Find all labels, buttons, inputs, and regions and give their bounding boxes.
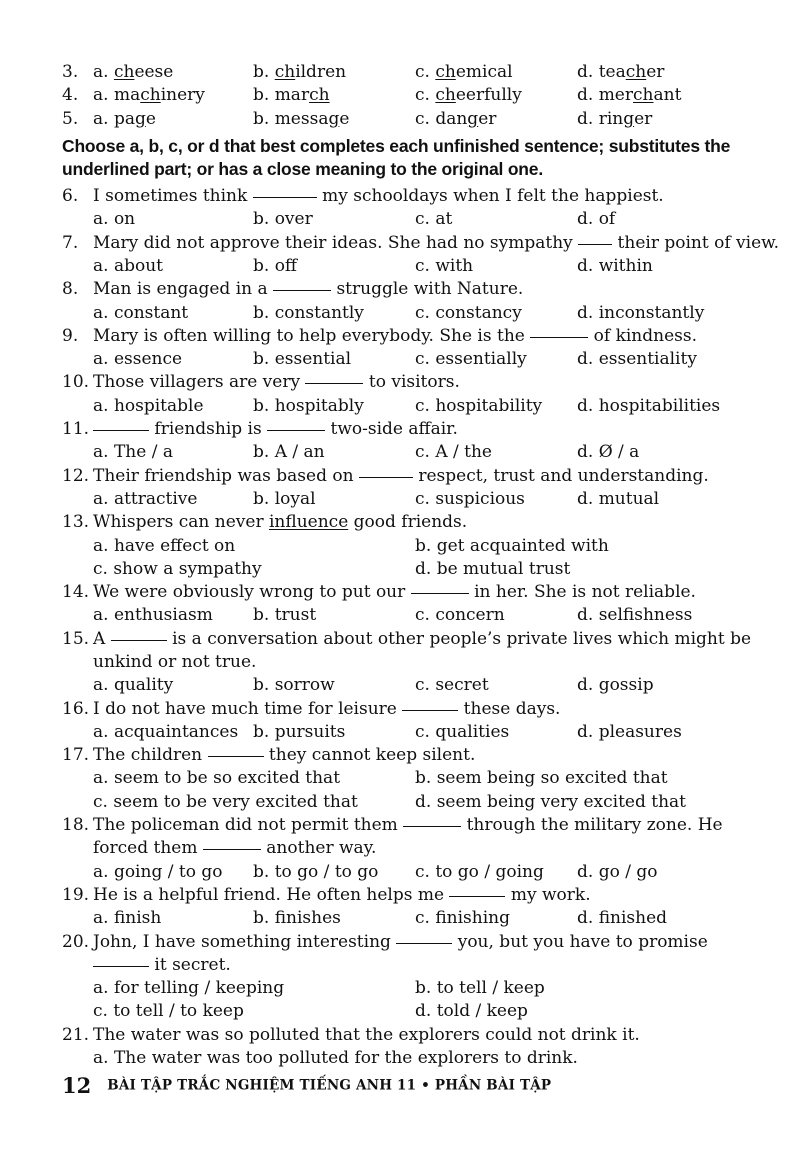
underlined-letters: ch (113, 62, 135, 82)
option-c[interactable]: c. with (415, 256, 474, 276)
question-stem-continued (62, 651, 744, 674)
option-d[interactable] (577, 61, 664, 84)
option-d[interactable]: d. go / go (577, 862, 658, 882)
question-number: 11. (62, 419, 90, 439)
options-row (62, 441, 744, 464)
question-stem (62, 814, 744, 837)
option-d[interactable]: d. gossip (577, 675, 654, 695)
option-a[interactable]: a. about (93, 256, 163, 276)
answer-blank (403, 825, 461, 827)
option-b[interactable]: b. trust (253, 605, 317, 625)
options-row (62, 791, 744, 814)
question-stem (62, 185, 744, 208)
option-text: emical (455, 62, 513, 82)
question-stem-continued (62, 954, 744, 977)
options-row (62, 1000, 744, 1023)
stem-text: I do not have much time for leisure (93, 699, 403, 719)
question-number: 7. (62, 233, 79, 253)
stem-text: in her. She is not reliable. (468, 582, 696, 602)
option-text: eese (134, 62, 174, 82)
question-stem (62, 325, 744, 348)
option-c[interactable]: c. suspicious (415, 489, 525, 509)
option-b[interactable]: b. A / an (253, 442, 325, 462)
options-row (62, 1047, 744, 1070)
option-c[interactable]: c. concern (415, 605, 505, 625)
question-number: 9. (62, 326, 79, 346)
pronunciation-row (62, 108, 744, 131)
option-c[interactable]: c. finishing (415, 908, 510, 928)
option-b[interactable]: b. off (253, 256, 298, 276)
option-a[interactable]: a. attractive (93, 489, 198, 509)
option-text: er (478, 109, 497, 129)
options-row (62, 558, 744, 581)
question-stem (62, 931, 744, 954)
stem-continued (93, 955, 231, 975)
answer-blank (359, 476, 413, 478)
question-stem (62, 744, 744, 767)
option-text: d. tea (577, 62, 626, 82)
option-b[interactable]: b. seem being so excited that (415, 768, 668, 788)
option-b[interactable]: b. sorrow (253, 675, 335, 695)
stem-text: Whispers can never (93, 512, 269, 532)
options-row (62, 721, 744, 744)
option-d[interactable]: d. seem being very excited that (415, 792, 687, 812)
option-c[interactable]: c. A / the (415, 442, 492, 462)
book-title: BÀI TẬP TRẮC NGHIỆM TIẾNG ANH 11 • PHẦN BÀI TẬP (107, 1077, 552, 1094)
option-a[interactable]: a. quality (93, 675, 174, 695)
underlined-letters: g (467, 109, 479, 129)
options-row (62, 302, 744, 325)
options-row (62, 255, 744, 278)
question-stem (62, 465, 744, 488)
answer-blank (396, 942, 452, 944)
option-c[interactable]: c. to tell / to keep (93, 1001, 244, 1021)
option-a[interactable]: a. enthusiasm (93, 605, 213, 625)
option-a[interactable] (93, 108, 156, 131)
option-text: d. rin (577, 109, 624, 129)
option-text: e (339, 109, 350, 129)
option-text: b. mar (253, 85, 310, 105)
option-a[interactable]: a. essence (93, 349, 183, 369)
options-row (62, 861, 744, 884)
stem-text: good friends. (348, 512, 468, 532)
stem-text: of kindness. (588, 326, 697, 346)
option-c[interactable]: c. to go / going (415, 862, 544, 882)
option-a[interactable]: a. have effect on (93, 536, 236, 556)
option-a[interactable]: a. going / to go (93, 862, 223, 882)
options-row (62, 907, 744, 930)
answer-blank (93, 965, 149, 967)
option-d[interactable] (577, 108, 652, 131)
option-text: inery (160, 85, 205, 105)
option-b[interactable] (253, 84, 330, 107)
question-number: 8. (62, 279, 79, 299)
stem-text: it secret. (149, 955, 231, 975)
stem-continued (93, 838, 376, 858)
underlined-word: influence (269, 512, 349, 532)
question-stem (62, 698, 744, 721)
options-row (62, 395, 744, 418)
stem-text: struggle with Nature. (331, 279, 524, 299)
stem-text: forced them (93, 838, 203, 858)
question-number: 17. (62, 745, 90, 765)
stem-text: friendship is (149, 419, 268, 439)
underlined-letters: g (134, 109, 146, 129)
option-b[interactable]: b. to go / to go (253, 862, 379, 882)
stem-text: The children (93, 745, 208, 765)
option-d[interactable] (577, 84, 681, 107)
options-row (62, 767, 744, 790)
page-number: 12 (62, 1072, 92, 1098)
options-row (62, 604, 744, 627)
options-row (62, 488, 744, 511)
option-d[interactable]: d. be mutual trust (415, 559, 571, 579)
option-c[interactable]: c. qualities (415, 722, 510, 742)
underlined-letters: g (328, 109, 340, 129)
option-d[interactable]: d. selfishness (577, 605, 693, 625)
question-number: 5. (62, 109, 79, 129)
question-stem (62, 581, 744, 604)
question-number: 4. (62, 85, 79, 105)
option-c[interactable]: c. secret (415, 675, 489, 695)
question-number: 13. (62, 512, 90, 532)
answer-blank (267, 429, 325, 431)
option-d[interactable]: d. pleasures (577, 722, 682, 742)
option-text: ant (653, 85, 682, 105)
option-c[interactable]: c. hospitability (415, 396, 543, 416)
option-text: er (634, 109, 653, 129)
option-a[interactable]: a. acquaintances (93, 722, 239, 742)
option-d[interactable]: d. told / keep (415, 1001, 528, 1021)
question-stem-continued (62, 837, 744, 860)
question-stem (62, 371, 744, 394)
answer-blank (402, 709, 458, 711)
option-b[interactable]: b. loyal (253, 489, 316, 509)
option-text: eerfully (455, 85, 522, 105)
options-row (62, 348, 744, 371)
answer-blank (208, 755, 264, 757)
stem-text: Those villagers are very (93, 372, 306, 392)
question-number: 19. (62, 885, 90, 905)
option-d[interactable]: d. hospitabilities (577, 396, 721, 416)
pronunciation-row (62, 61, 744, 84)
option-c[interactable]: c. seem to be very excited that (93, 792, 358, 812)
question-number: 14. (62, 582, 90, 602)
answer-blank (253, 196, 317, 198)
option-b[interactable]: b. to tell / keep (415, 978, 545, 998)
question-number: 3. (62, 62, 79, 82)
option-a[interactable]: a. constant (93, 303, 189, 323)
option-d[interactable]: d. essentiality (577, 349, 697, 369)
stem-text: The policeman did not permit them (93, 815, 404, 835)
underlined-letters: g (623, 109, 635, 129)
answer-blank (530, 336, 588, 338)
stem-text: to visitors. (363, 372, 460, 392)
option-a[interactable] (93, 61, 173, 84)
stem-text: Mary is often willing to help everybody. She is the (93, 326, 531, 346)
option-d[interactable]: d. Ø / a (577, 442, 640, 462)
question-stem (62, 278, 744, 301)
stem-text: Mary did not approve their ideas. She had no sympathy (93, 233, 579, 253)
question-stem (62, 511, 744, 534)
option-text: er (646, 62, 665, 82)
underlined-letters: ch (140, 85, 161, 105)
option-text: a. pa (93, 109, 135, 129)
stem-text: you, but you have to promise (452, 932, 708, 952)
option-d[interactable]: d. mutual (577, 489, 660, 509)
option-c[interactable]: c. constancy (415, 303, 522, 323)
option-a[interactable]: a. The / a (93, 442, 173, 462)
answer-blank (203, 848, 261, 850)
option-b[interactable] (253, 61, 346, 84)
option-a[interactable] (93, 84, 205, 107)
underlined-letters: ch (435, 62, 456, 82)
options-row (62, 977, 744, 1000)
option-c[interactable]: c. at (415, 209, 453, 229)
stem-continued: unkind or not true. (93, 652, 257, 672)
option-text: c. dan (415, 109, 468, 129)
option-d[interactable]: d. within (577, 256, 653, 276)
option-d[interactable]: d. finished (577, 908, 668, 928)
option-a[interactable]: a. on (93, 209, 136, 229)
answer-blank (111, 639, 167, 641)
underlined-letters: ch (435, 85, 456, 105)
option-text: a. ma (93, 85, 141, 105)
option-b[interactable]: b. get acquainted with (415, 536, 609, 556)
stem-text: through the military zone. He (461, 815, 723, 835)
answer-blank (273, 289, 331, 291)
stem-text: Man is engaged in a (93, 279, 274, 299)
option-text: c. (415, 85, 436, 105)
option-text: c. (415, 62, 436, 82)
question-number: 15. (62, 629, 90, 649)
stem-text: We were obviously wrong to put our (93, 582, 411, 602)
option-a[interactable]: a. finish (93, 908, 162, 928)
option-b[interactable]: b. pursuits (253, 722, 346, 742)
option-c[interactable] (415, 61, 513, 84)
question-number: 12. (62, 466, 90, 486)
page-footer (62, 1072, 551, 1098)
underlined-letters: ch (309, 85, 330, 105)
option-a[interactable]: a. seem to be so excited that (93, 768, 341, 788)
option-d[interactable]: d. of (577, 209, 616, 229)
stem-text: A (93, 629, 111, 649)
stem-text: respect, trust and understanding. (412, 466, 709, 486)
question-number: 10. (62, 372, 90, 392)
stem-text: another way. (260, 838, 377, 858)
question-stem (62, 232, 780, 255)
option-text: d. mer (577, 85, 633, 105)
answer-blank (578, 243, 612, 245)
stem-text: two-side affair. (325, 419, 458, 439)
question-stem (62, 418, 744, 441)
option-b[interactable]: b. finishes (253, 908, 341, 928)
option-a[interactable]: a. hospitable (93, 396, 204, 416)
question-number: 20. (62, 932, 90, 952)
question-stem (62, 884, 744, 907)
option-b[interactable]: b. essential (253, 349, 352, 369)
option-c[interactable]: c. essentially (415, 349, 527, 369)
stem-text: The water was so polluted that the explorers could not drink it. (93, 1025, 640, 1045)
answer-blank (411, 592, 469, 594)
question-number: 21. (62, 1025, 90, 1045)
option-text: b. messa (253, 109, 329, 129)
underlined-letters: ch (625, 62, 647, 82)
option-a[interactable]: a. The water was too polluted for the explorers to drink. (93, 1048, 578, 1068)
stem-text: my work. (505, 885, 591, 905)
section-instruction: Choose a, b, c, or d that best completes each unfinished sentence; substitutes the underlined part; or has a close meaning to the original one. (62, 136, 731, 179)
option-d[interactable]: d. inconstantly (577, 303, 705, 323)
stem-text: their point of view. (612, 233, 780, 253)
stem-text: Their friendship was based on (93, 466, 359, 486)
answer-blank (449, 895, 505, 897)
option-text: e (145, 109, 156, 129)
option-c[interactable] (415, 84, 522, 107)
option-c[interactable] (415, 108, 496, 131)
option-b[interactable]: b. constantly (253, 303, 364, 323)
pronunciation-row (62, 84, 744, 107)
option-b[interactable]: b. over (253, 209, 313, 229)
option-text: ildren (295, 62, 347, 82)
answer-blank (93, 429, 149, 431)
option-text: b. (253, 62, 275, 82)
options-row (62, 674, 744, 697)
question-number: 16. (62, 699, 90, 719)
options-row (62, 208, 744, 231)
option-b[interactable]: b. hospitably (253, 396, 364, 416)
option-a[interactable]: a. for telling / keeping (93, 978, 285, 998)
underlined-letters: ch (633, 85, 654, 105)
stem-text: He is a helpful friend. He often helps me (93, 885, 450, 905)
option-b[interactable] (253, 108, 349, 131)
question-stem (62, 1024, 744, 1047)
underlined-letters: ch (274, 62, 296, 82)
question-number: 18. (62, 815, 90, 835)
options-row (62, 535, 744, 558)
stem-text: John, I have something interesting (93, 932, 397, 952)
option-text: a. (93, 62, 114, 82)
answer-blank (305, 382, 363, 384)
stem-text: these days. (458, 699, 561, 719)
stem-text: my schooldays when I felt the happiest. (316, 186, 664, 206)
stem-text: is a conversation about other people’s private lives which might be (166, 629, 752, 649)
option-c[interactable]: c. show a sympathy (93, 559, 262, 579)
stem-text: they cannot keep silent. (263, 745, 476, 765)
question-stem (62, 628, 752, 651)
question-number: 6. (62, 186, 79, 206)
stem-text: I sometimes think (93, 186, 253, 206)
